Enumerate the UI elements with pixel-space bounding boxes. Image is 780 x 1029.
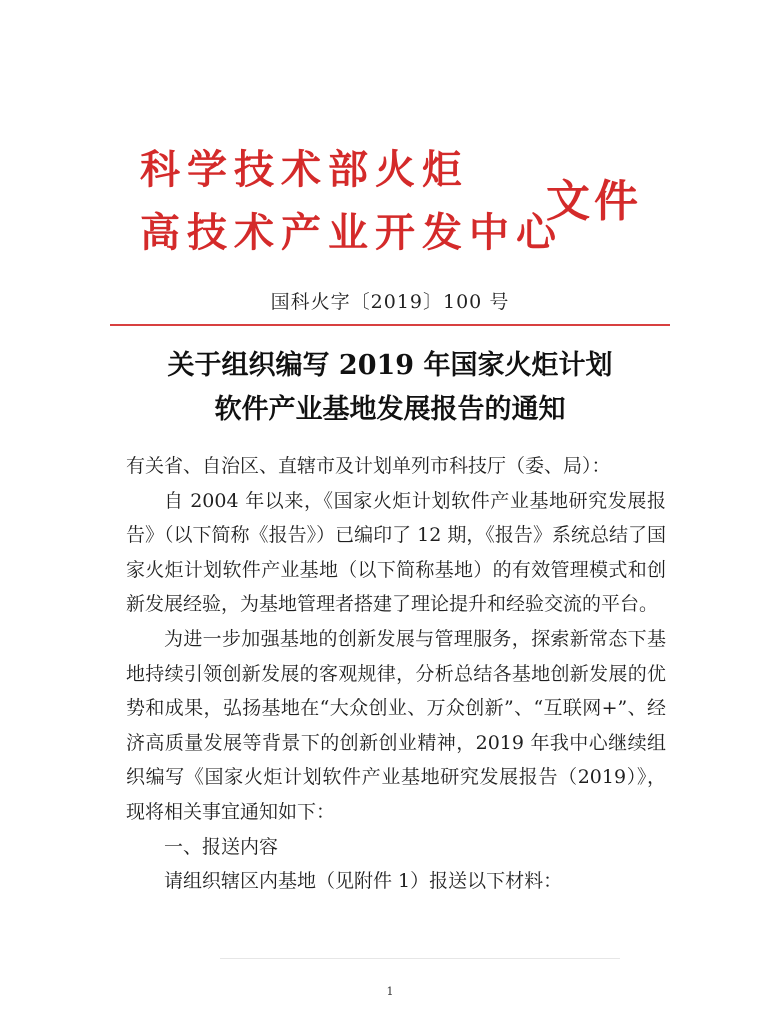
section-heading-1: 一、报送内容 [164, 835, 279, 858]
issuer-line-2: 高技术产业开发中心 [140, 209, 563, 256]
salutation: 有关省、自治区、直辖市及计划单列市科技厅（委、局）： [126, 455, 611, 477]
red-separator-rule [110, 324, 670, 326]
document-type-label: 文件 [546, 176, 642, 227]
paragraph-3: 请组织辖区内基地（见附件 1）报送以下材料： [164, 870, 563, 893]
issuer-header [140, 140, 563, 263]
paragraph-2: 为进一步加强基地的创新发展与管理服务，探索新常态下基地持续引领创新发展的客观规律，分析总结各基地创新发展的优势和成果，弘扬基地在“大众创业、万众创新”、“互联网+”、经济高质量发展等背景下的创新创业精神，2019 年我中心继续组织编写《国家火炬计划软件产业基地研究发展报告（2019）》，现将相关事宜通知如下： [126, 627, 666, 823]
paragraph-1: 自 2004 年以来，《国家火炬计划软件产业基地研究发展报告》（以下简称《报告》）已编印了 12 期，《报告》系统总结了国家火炬计划软件产业基地（以下简称基地）的有效管理模式和创新发展经验，为基地管理者搭建了理论提升和经验交流的平台。 [126, 489, 666, 616]
issuer-line-1: 科学技术部火炬 [140, 146, 469, 193]
title-line-2: 软件产业基地发展报告的通知 [214, 394, 566, 425]
footer-divider [220, 958, 620, 959]
page-number: 1 [386, 985, 394, 998]
title-line-1: 关于组织编写 2019 年国家火炬计划 [167, 350, 613, 381]
document-number: 国科火字〔2019〕100 号 [270, 291, 510, 313]
notice-body [126, 449, 666, 899]
notice-title [0, 344, 780, 432]
